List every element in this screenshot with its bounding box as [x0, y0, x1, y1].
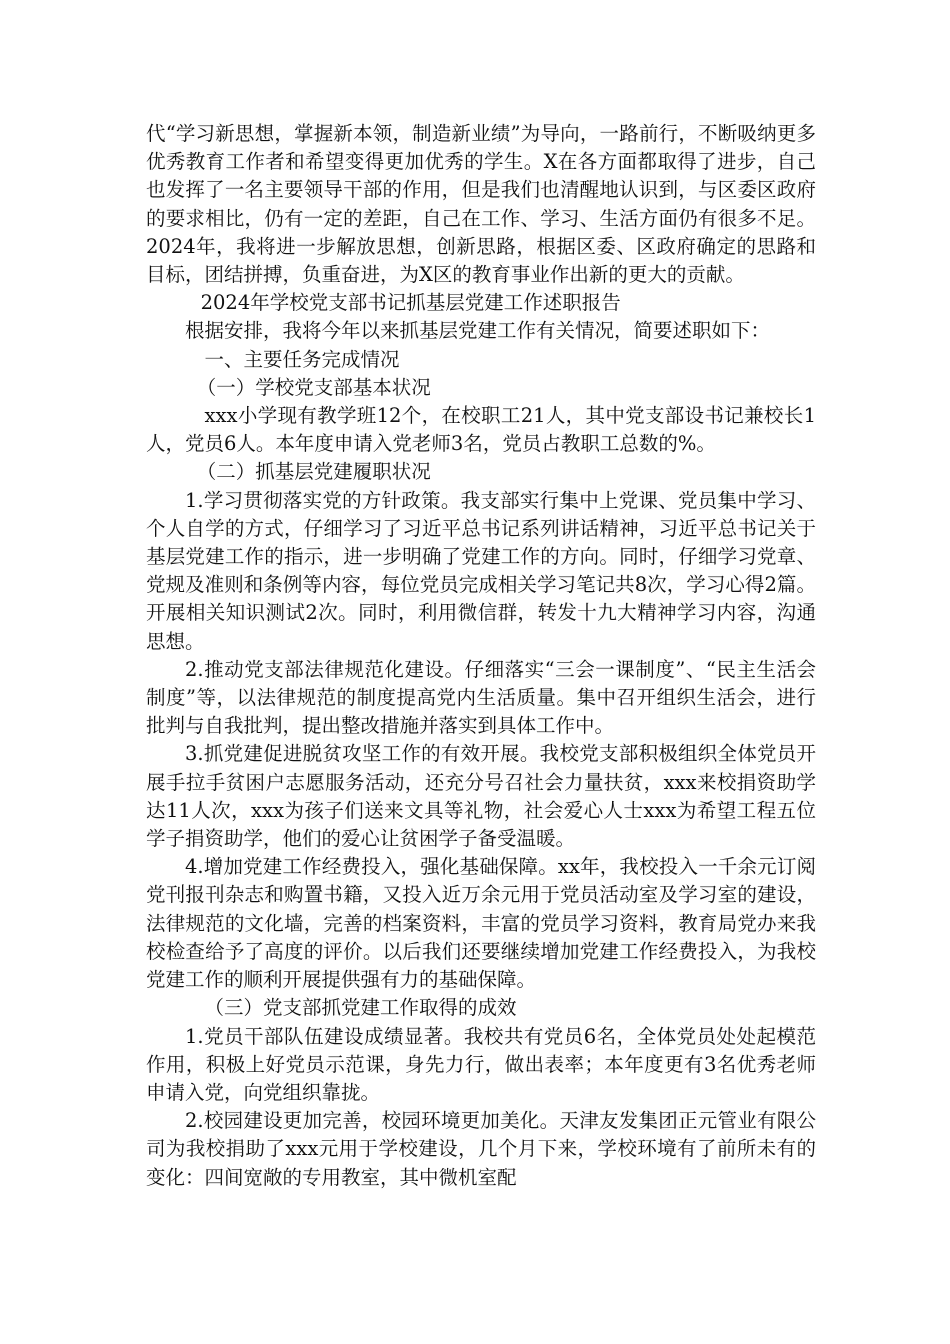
paragraph-closing-summary: 代“学习新思想，掌握新本领，制造新业绩”为导向，一路前行，不断吸纳更多优秀教育工作者和希望变得更加优秀的学生。X在各方面都取得了进步，自己也发挥了一名主要领导干部的作用，但是我们也清醒地认识到，与区委区政府的要求相比，仍有一定的差距，自己在工作、学习、生活方面仍有很多不足。2024年，我将进一步解放思想，创新思路，根据区委、区政府确定的思路和目标，团结拼搏，负重奋进，为X区的教育事业作出新的更大的贡献。 — [146, 122, 816, 287]
paragraph-basic-status: xxx小学现有教学班12个，在校职工21人，其中党支部设书记兼校长1人，党员6人。本年度申请入党老师3名，党员占教职工总数的%。 — [146, 404, 816, 456]
section-heading-1: 一、主要任务完成情况 — [204, 347, 400, 371]
paragraph-intro: 根据安排，我将今年以来抓基层党建工作有关情况，简要述职如下： — [185, 319, 771, 343]
paragraph-item-1: 1.学习贯彻落实党的方针政策。我支部实行集中上党课、党员集中学习、个人自学的方式，仔细学习了习近平总书记系列讲话精神，习近平总书记关于基层党建工作的指示，进一步明确了党建工作的方向。同时，仔细学习党章、党规及准则和条例等内容，每位党员完成相关学习笔记共8次，学习心得2篇。开展相关知识测试2次。同时，利用微信群，转发十九大精神学习内容，沟通思想。 — [146, 488, 816, 653]
paragraph-item-3: 3.抓党建促进脱贫攻坚工作的有效开展。我校党支部积极组织全体党员开展手拉手贫困户志愿服务活动，还充分号召社会力量扶贫，xxx来校捐资助学达11人次，xxx为孩子们送来文具等礼物，社会爱心人士xxx为希望工程五位学子捐资助学，他们的爱心让贫困学子备受温暖。 — [146, 742, 816, 851]
subsection-heading-2: （二）抓基层党建履职状况 — [196, 460, 431, 484]
paragraph-item-4: 4.增加党建工作经费投入，强化基础保障。xx年，我校投入一千余元订阅党刊报刊杂志和购置书籍，又投入近万余元用于党员活动室及学习室的建设，法律规范的文化墙，完善的档案资料，丰富的党员学习资料，教育局党办来我校检查给予了高度的评价。以后我们还要继续增加党建工作经费投入，为我校党建工作的顺利开展提供强有力的基础保障。 — [146, 855, 816, 992]
paragraph-result-2: 2.校园建设更加完善，校园环境更加美化。天津友发集团正元管业有限公司为我校捐助了xxx元用于学校建设，几个月下来，学校环境有了前所未有的变化：四间宽敞的专用教室，其中微机室配 — [146, 1109, 816, 1189]
subsection-heading-1: （一）学校党支部基本状况 — [196, 375, 431, 399]
document-page — [146, 120, 816, 1192]
subsection-heading-3: （三）党支部抓党建工作取得的成效 — [204, 996, 517, 1020]
paragraph-result-1: 1.党员干部队伍建设成绩显著。我校共有党员6名，全体党员处处起模范作用，积极上好党员示范课，身先力行，做出表率；本年度更有3名优秀老师申请入党，向党组织靠拢。 — [146, 1024, 816, 1104]
paragraph-item-2: 2.推动党支部法律规范化建设。仔细落实“三会一课制度”、“民主生活会制度”等，以法律规范的制度提高党内生活质量。集中召开组织生活会，进行批判与自我批判，提出整改措施并落实到具体工作中。 — [146, 657, 816, 738]
report-title: 2024年学校党支部书记抓基层党建工作述职报告 — [200, 291, 621, 315]
